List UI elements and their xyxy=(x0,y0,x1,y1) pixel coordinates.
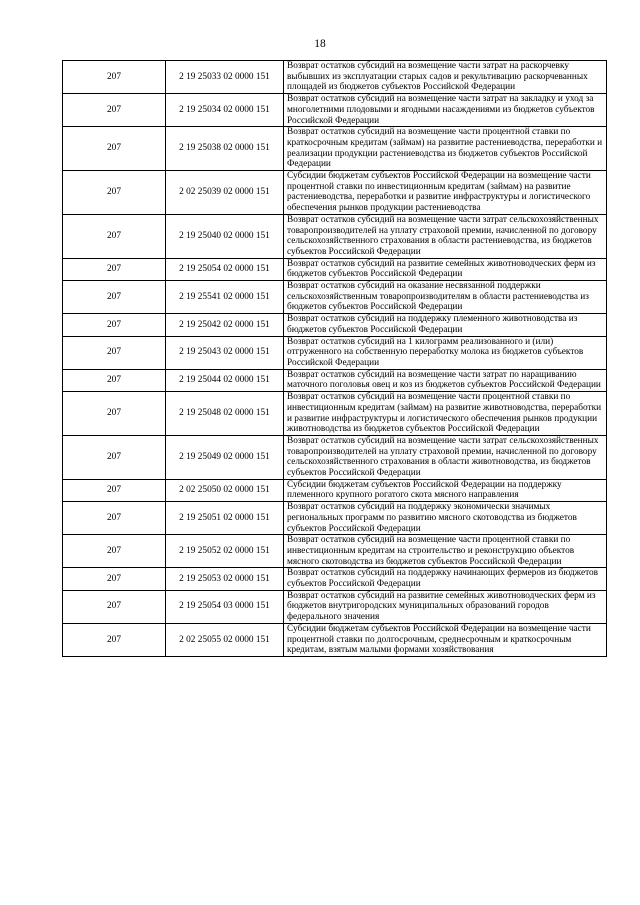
budget-code-cell: 2 19 25033 02 0000 151 xyxy=(166,61,284,94)
revenue-name-cell: Субсидии бюджетам субъектов Российской Федерации на возмещение части процентной ставки по долгосрочным, среднесрочным и краткосрочным кредитам, взятым малыми формами хозяйствования xyxy=(284,623,607,656)
revenue-name-cell: Возврат остатков субсидий на поддержку начинающих фермеров из бюджетов субъектов Российской Федерации xyxy=(284,568,607,590)
budget-code-cell: 2 19 25049 02 0000 151 xyxy=(166,435,284,479)
budget-code-cell: 2 19 25054 03 0000 151 xyxy=(166,590,284,623)
admin-code-cell: 207 xyxy=(63,392,166,436)
budget-code-cell: 2 19 25038 02 0000 151 xyxy=(166,127,284,171)
page-number: 18 xyxy=(314,38,326,50)
table-row xyxy=(63,535,607,568)
revenue-name-cell: Субсидии бюджетам субъектов Российской Федерации на возмещение части процентной ставки по инвестиционным кредитам (займам) на развитие растениеводства, переработки и развитие инфраструктуры и логистического обеспечения рынков продукции растениеводства xyxy=(284,171,607,215)
revenue-name-cell: Возврат остатков субсидий на возмещение части процентной ставки по инвестиционным кредитам на строительство и реконструкцию объектов мясного скотоводства из бюджетов субъектов Российской Федерации xyxy=(284,535,607,568)
admin-code-cell: 207 xyxy=(63,314,166,336)
revenue-name-cell: Возврат остатков субсидий на поддержку экономически значимых региональных программ по развитию мясного скотоводства из бюджетов субъектов Российской Федерации xyxy=(284,502,607,535)
table-row xyxy=(63,369,607,391)
table-row xyxy=(63,214,607,258)
budget-code-cell: 2 02 25039 02 0000 151 xyxy=(166,171,284,215)
table-row xyxy=(63,336,607,369)
admin-code-cell: 207 xyxy=(63,214,166,258)
table-row xyxy=(63,623,607,656)
admin-code-cell: 207 xyxy=(63,502,166,535)
table-body xyxy=(63,61,607,657)
revenue-name-cell: Возврат остатков субсидий на возмещение части процентной ставки по инвестиционным кредитам (займам) на развитие животноводства, переработки и развитие инфраструктуры и логистического обеспечения рынков продукции животноводства из бюджетов субъектов Российской Федерации xyxy=(284,392,607,436)
admin-code-cell: 207 xyxy=(63,127,166,171)
admin-code-cell: 207 xyxy=(63,590,166,623)
budget-code-cell: 2 19 25034 02 0000 151 xyxy=(166,94,284,127)
budget-code-cell: 2 19 25051 02 0000 151 xyxy=(166,502,284,535)
budget-code-cell: 2 19 25054 02 0000 151 xyxy=(166,258,284,280)
budget-code-cell: 2 19 25048 02 0000 151 xyxy=(166,392,284,436)
table-row xyxy=(63,392,607,436)
table-row xyxy=(63,171,607,215)
table-row xyxy=(63,479,607,501)
revenue-name-cell: Субсидии бюджетам субъектов Российской Федерации на поддержку племенного крупного рогатого скота мясного направления xyxy=(284,479,607,501)
revenue-name-cell: Возврат остатков субсидий на развитие семейных животноводческих ферм из бюджетов внутригородских муниципальных образований городов федерального значения xyxy=(284,590,607,623)
revenue-name-cell: Возврат остатков субсидий на возмещение части затрат сельскохозяйственных товаропроизводителей на уплату страховой премии, начисленной по договору сельскохозяйственного страхования в области животноводства, из бюджетов субъектов Российской Федерации xyxy=(284,435,607,479)
budget-code-cell: 2 19 25052 02 0000 151 xyxy=(166,535,284,568)
table-row xyxy=(63,502,607,535)
table-row xyxy=(63,61,607,94)
admin-code-cell: 207 xyxy=(63,369,166,391)
revenue-name-cell: Возврат остатков субсидий на возмещение части затрат на раскорчевку выбывших из эксплуатации старых садов и рекультивацию раскорчеванных площадей из бюджетов субъектов Российской Федерации xyxy=(284,61,607,94)
admin-code-cell: 207 xyxy=(63,336,166,369)
revenue-name-cell: Возврат остатков субсидий на возмещение части затрат сельскохозяйственных товаропроизводителей на уплату страховой премии, начисленной по договору сельскохозяйственного страхования в области растениеводства, из бюджетов субъектов Российской Федерации xyxy=(284,214,607,258)
budget-classification-table xyxy=(62,60,607,657)
budget-code-cell: 2 19 25040 02 0000 151 xyxy=(166,214,284,258)
budget-code-cell: 2 02 25050 02 0000 151 xyxy=(166,479,284,501)
table-row xyxy=(63,127,607,171)
budget-code-cell: 2 19 25044 02 0000 151 xyxy=(166,369,284,391)
admin-code-cell: 207 xyxy=(63,479,166,501)
revenue-name-cell: Возврат остатков субсидий на оказание несвязанной поддержки сельскохозяйственным товаропроизводителям в области растениеводства из бюджетов субъектов Российской Федерации xyxy=(284,281,607,314)
admin-code-cell: 207 xyxy=(63,568,166,590)
revenue-name-cell: Возврат остатков субсидий на поддержку племенного животноводства из бюджетов субъектов Российской Федерации xyxy=(284,314,607,336)
table-row xyxy=(63,568,607,590)
revenue-name-cell: Возврат остатков субсидий на возмещение части затрат на закладку и уход за многолетними плодовыми и ягодными насаждениями из бюджетов субъектов Российской Федерации xyxy=(284,94,607,127)
admin-code-cell: 207 xyxy=(63,171,166,215)
revenue-name-cell: Возврат остатков субсидий на 1 килограмм реализованного и (или) отгруженного на собственную переработку молока из бюджетов субъектов Российской Федерации xyxy=(284,336,607,369)
budget-code-cell: 2 19 25042 02 0000 151 xyxy=(166,314,284,336)
revenue-name-cell: Возврат остатков субсидий на возмещение части процентной ставки по краткосрочным кредитам (займам) на развитие растениеводства, переработки и реализации продукции растениеводства из бюджетов субъектов Российской Федерации xyxy=(284,127,607,171)
revenue-name-cell: Возврат остатков субсидий на развитие семейных животноводческих ферм из бюджетов субъектов Российской Федерации xyxy=(284,258,607,280)
admin-code-cell: 207 xyxy=(63,623,166,656)
admin-code-cell: 207 xyxy=(63,61,166,94)
table-row xyxy=(63,314,607,336)
admin-code-cell: 207 xyxy=(63,281,166,314)
admin-code-cell: 207 xyxy=(63,535,166,568)
table-row xyxy=(63,94,607,127)
table-row xyxy=(63,590,607,623)
budget-code-cell: 2 19 25053 02 0000 151 xyxy=(166,568,284,590)
table-row xyxy=(63,435,607,479)
budget-code-cell: 2 19 25043 02 0000 151 xyxy=(166,336,284,369)
admin-code-cell: 207 xyxy=(63,258,166,280)
admin-code-cell: 207 xyxy=(63,435,166,479)
revenue-name-cell: Возврат остатков субсидий на возмещение части затрат по наращиванию маточного поголовья овец и коз из бюджетов субъектов Российской Федерации xyxy=(284,369,607,391)
budget-code-cell: 2 19 25541 02 0000 151 xyxy=(166,281,284,314)
table-row xyxy=(63,258,607,280)
table-row xyxy=(63,281,607,314)
admin-code-cell: 207 xyxy=(63,94,166,127)
budget-code-cell: 2 02 25055 02 0000 151 xyxy=(166,623,284,656)
